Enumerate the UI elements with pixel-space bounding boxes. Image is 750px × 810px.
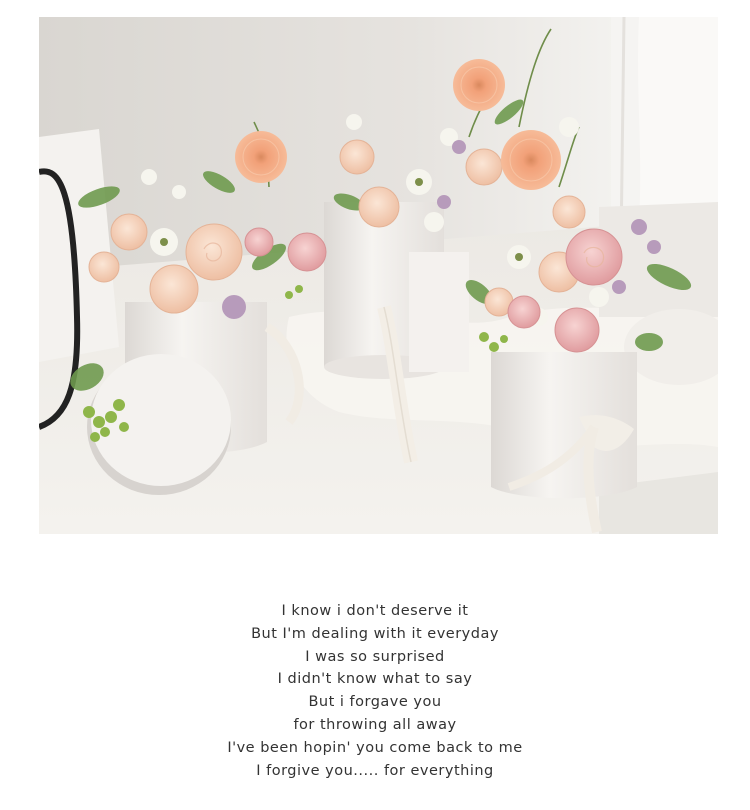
poem-line: I didn't know what to say — [277, 671, 473, 688]
poem-line: I was so surprised — [305, 648, 445, 665]
poem-line: I know i don't deserve it — [281, 603, 469, 619]
poem-line: But I'm dealing with it everyday — [251, 625, 499, 642]
poem-line: I've been hopin' you come back to me — [227, 739, 523, 756]
poem-line: for throwing all away — [293, 716, 457, 733]
flower-boxes-photo — [39, 17, 718, 534]
poem-line: But i forgave you — [308, 694, 442, 711]
poem-text — [0, 600, 750, 782]
poem-line: I forgive you..... for everything — [256, 762, 494, 779]
